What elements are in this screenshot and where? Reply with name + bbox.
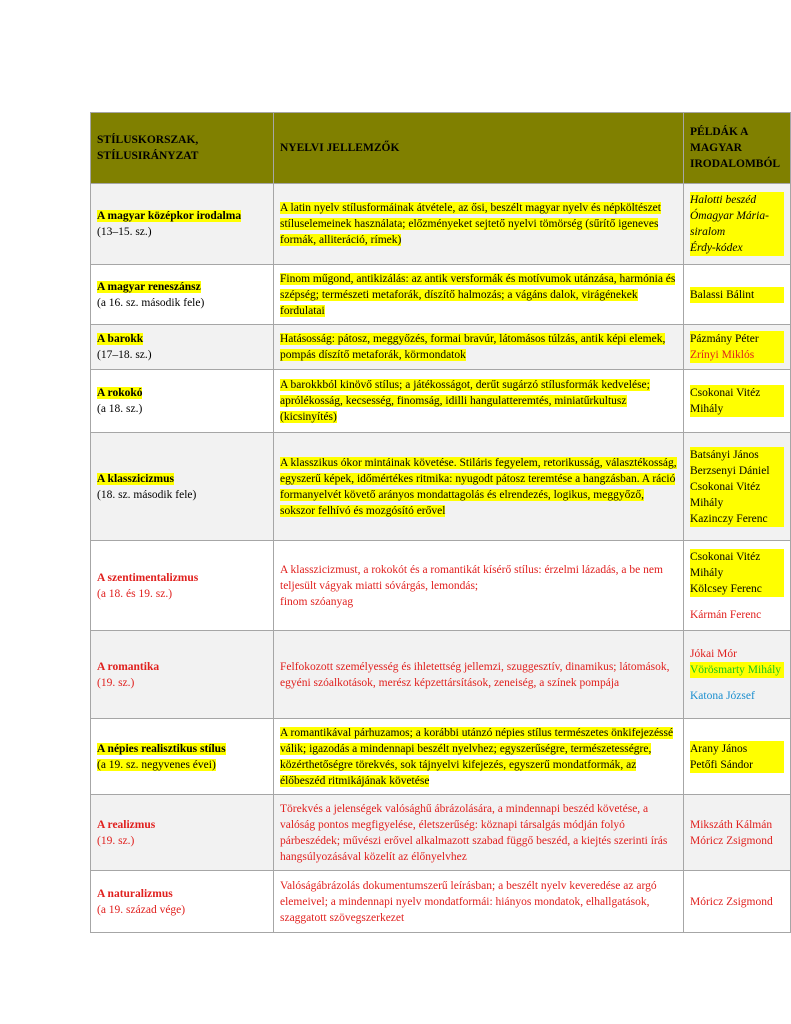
era-period: (19. sz.) bbox=[97, 676, 135, 689]
example-item: Zrínyi Miklós bbox=[690, 347, 784, 363]
era-name: A népies realisztikus stílus bbox=[97, 742, 226, 755]
table-row bbox=[91, 184, 791, 265]
header-style-period: STÍLUSKORSZAK, STÍLUSIRÁNYZAT bbox=[91, 113, 274, 184]
table-row bbox=[91, 871, 791, 933]
document-sheet bbox=[90, 112, 782, 924]
example-item: Kármán Ferenc bbox=[690, 608, 762, 621]
example-item: Móricz Zsigmond bbox=[690, 895, 773, 908]
table-row bbox=[91, 631, 791, 719]
era-name: A szentimentalizmus bbox=[97, 571, 199, 584]
example-item: Balassi Bálint bbox=[690, 287, 784, 303]
era-cell bbox=[91, 871, 274, 933]
era-name: A romantika bbox=[97, 660, 160, 673]
example-item: Kazinczy Ferenc bbox=[690, 511, 784, 527]
era-cell bbox=[91, 370, 274, 433]
examples-cell bbox=[684, 265, 791, 325]
era-name: A magyar reneszánsz bbox=[97, 280, 201, 293]
example-item: Csokonai Vitéz Mihály bbox=[690, 479, 784, 511]
features-text: A romantikával párhuzamos; a korábbi utánzó népies stílus természetes önkifejezéssé válik; igazodás a mindennapi beszélt nyelvhez; egyszerűségre, természetességre, közérthetőségre törekvés, sok tájnyelvi kifejezés, egyszerű mondatformák, az élőbeszéd ritmikájának követése bbox=[280, 726, 674, 787]
example-item: Pázmány Péter bbox=[690, 331, 784, 347]
example-item: Kölcsey Ferenc bbox=[690, 581, 784, 597]
features-text: Törekvés a jelenségek valósághű ábrázolására, a mindennapi beszéd követése, a valóság pontos megfigyelése, életszerűség: köznapi társalgás módján folyó párbeszédek; művészi erővel alkalmazott szabad függő beszéd, a kiejtés szerinti írás hangsúlyozásával közelít az élőnyelvhez bbox=[280, 802, 668, 863]
features-text: Hatásosság: pátosz, meggyőzés, formai bravúr, látomásos túlzás, antik képi elemek, pompás díszítő metaforák, körmondatok bbox=[280, 333, 666, 361]
features-text: A klasszicizmust, a rokokót és a romantikát kísérő stílus: érzelmi lázadás, a be nem teljesült vágyak miatti sóvárgás, lemondás; bbox=[280, 563, 663, 592]
era-period: (19. sz.) bbox=[97, 834, 135, 847]
example-item: Ómagyar Mária- siralom bbox=[690, 208, 784, 240]
era-cell bbox=[91, 719, 274, 795]
example-item: Katona József bbox=[690, 689, 755, 702]
examples-cell bbox=[684, 871, 791, 933]
example-item: Petőfi Sándor bbox=[690, 757, 784, 773]
features-cell bbox=[274, 541, 684, 631]
example-item: Csokonai Vitéz Mihály bbox=[690, 385, 784, 417]
era-cell bbox=[91, 184, 274, 265]
era-name: A klasszicizmus bbox=[97, 472, 174, 485]
examples-cell bbox=[684, 433, 791, 541]
example-item: Érdy-kódex bbox=[690, 240, 784, 256]
header-examples: PÉLDÁK A MAGYAR IRODALOMBÓL bbox=[684, 113, 791, 184]
features-text: A barokkból kinövő stílus; a játékosságot, derűt sugárzó stílusformák kedvelése; aprólékosság, kecsesség, finomság, idilli hangulatteremtés, miniatűrkultusz (kicsinyítés) bbox=[280, 379, 650, 423]
era-cell bbox=[91, 795, 274, 871]
examples-cell bbox=[684, 325, 791, 370]
era-cell bbox=[91, 265, 274, 325]
table-row bbox=[91, 433, 791, 541]
features-cell bbox=[274, 631, 684, 719]
example-item: Berzsenyi Dániel bbox=[690, 463, 784, 479]
example-item: Arany János bbox=[690, 741, 784, 757]
era-period: (18. sz. második fele) bbox=[97, 488, 197, 501]
features-cell bbox=[274, 795, 684, 871]
era-cell bbox=[91, 433, 274, 541]
era-cell bbox=[91, 541, 274, 631]
examples-cell bbox=[684, 795, 791, 871]
table-row bbox=[91, 719, 791, 795]
era-name: A naturalizmus bbox=[97, 887, 173, 900]
header-language-features: NYELVI JELLEMZŐK bbox=[274, 113, 684, 184]
era-name: A rokokó bbox=[97, 387, 143, 399]
example-item: Móricz Zsigmond bbox=[690, 834, 773, 847]
era-name: A realizmus bbox=[97, 818, 156, 831]
era-period: (17–18. sz.) bbox=[97, 349, 152, 361]
features-cell bbox=[274, 370, 684, 433]
style-periods-table bbox=[90, 112, 791, 933]
examples-cell bbox=[684, 370, 791, 433]
features-text: Finom műgond, antikizálás: az antik versformák és motívumok utánzása, harmónia és szépség; természeti metaforák, díszítő halmozás; a vágáns dalok, virágénekek fordulatai bbox=[280, 272, 676, 317]
header-row bbox=[91, 113, 791, 184]
features-text: Felfokozott személyesség és ihletettség jellemzi, szuggesztív, dinamikus; látomások, egyéni szóalkotások, merész képzettársítások, zeneiség, a színek pompája bbox=[280, 660, 670, 689]
features-cell bbox=[274, 433, 684, 541]
example-item: Halotti beszéd bbox=[690, 192, 784, 208]
table-row bbox=[91, 795, 791, 871]
example-item: Batsányi János bbox=[690, 447, 784, 463]
table-row bbox=[91, 325, 791, 370]
examples-cell bbox=[684, 719, 791, 795]
era-period: (a 19. sz. negyvenes évei) bbox=[97, 758, 216, 771]
era-name: A barokk bbox=[97, 333, 144, 345]
era-name: A magyar középkor irodalma bbox=[97, 210, 242, 222]
features-text: A latin nyelv stílusformáinak átvétele, az ősi, beszélt magyar nyelv és népköltészet stíluselemeinek használata; előzményeket sejtető nyelvi tömörség (sűrítő igeneves formák, alliteráció, rímek) bbox=[280, 202, 661, 246]
example-item: Mikszáth Kálmán bbox=[690, 818, 773, 831]
era-period: (a 19. század vége) bbox=[97, 903, 186, 916]
era-period: (a 16. sz. második fele) bbox=[97, 296, 205, 309]
era-period: (13–15. sz.) bbox=[97, 226, 152, 238]
features-cell bbox=[274, 871, 684, 933]
features-cell bbox=[274, 325, 684, 370]
table-row bbox=[91, 541, 791, 631]
era-cell bbox=[91, 631, 274, 719]
features-text: A klasszikus ókor mintáinak követése. Stiláris fegyelem, retorikusság, választékosság, egyszerű képek, időmértékes ritmika: nyugodt pátosz teremtése a hangzásban. A ráció formanyelvét követő arányos mondattagolás és elrendezés, logikus, meggyőző, sokszor felhívó és mozgósító erővel bbox=[280, 456, 677, 517]
features-text: Valóságábrázolás dokumentumszerű leírásban; a beszélt nyelv keveredése az argó elemeivel; a mindennapi nyelv mondatformái: hiányos mondatok, elhallgatások, szaggatott szövegszerkezet bbox=[280, 879, 657, 924]
example-item: Csokonai Vitéz Mihály bbox=[690, 549, 784, 581]
features-cell bbox=[274, 184, 684, 265]
examples-cell bbox=[684, 541, 791, 631]
table-row bbox=[91, 265, 791, 325]
era-period: (a 18. és 19. sz.) bbox=[97, 587, 173, 600]
examples-cell bbox=[684, 631, 791, 719]
example-item: Vörösmarty Mihály bbox=[690, 662, 784, 678]
example-item: Jókai Mór bbox=[690, 647, 737, 660]
features-cell bbox=[274, 265, 684, 325]
table-row bbox=[91, 370, 791, 433]
era-cell bbox=[91, 325, 274, 370]
features-text: finom szóanyag bbox=[280, 595, 354, 608]
era-period: (a 18. sz.) bbox=[97, 403, 143, 415]
examples-cell bbox=[684, 184, 791, 265]
features-cell bbox=[274, 719, 684, 795]
